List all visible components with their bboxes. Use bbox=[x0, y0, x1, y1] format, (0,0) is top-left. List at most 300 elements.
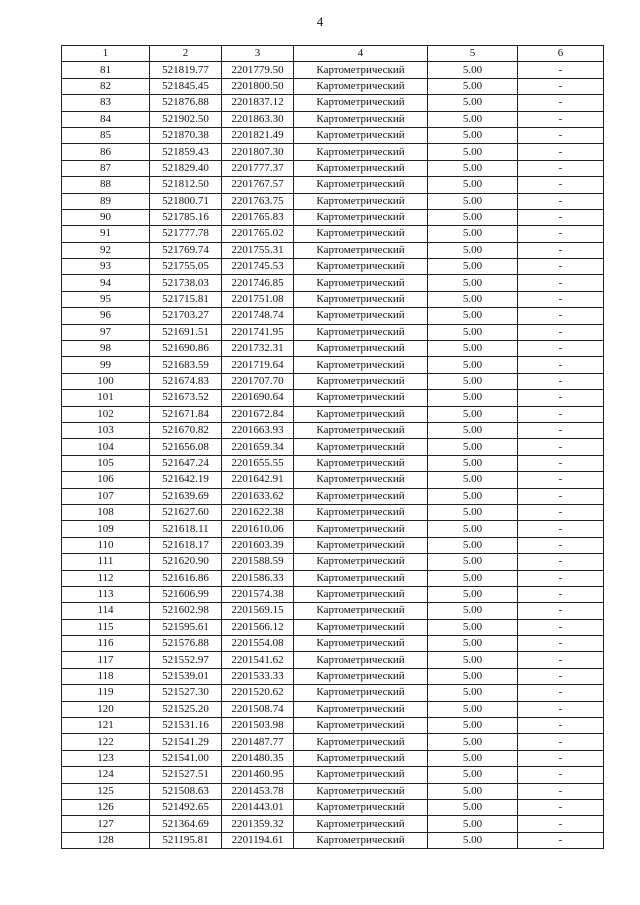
note-cell: - bbox=[518, 127, 604, 143]
note-cell: - bbox=[518, 324, 604, 340]
method-cell: Картометрический bbox=[294, 324, 428, 340]
table-row bbox=[62, 390, 604, 406]
note-cell: - bbox=[518, 193, 604, 209]
table-row bbox=[62, 127, 604, 143]
x-coordinate-cell: 521647.24 bbox=[150, 455, 222, 471]
x-coordinate-cell: 521683.59 bbox=[150, 357, 222, 373]
accuracy-cell: 5.00 bbox=[428, 160, 518, 176]
accuracy-cell: 5.00 bbox=[428, 226, 518, 242]
method-cell: Картометрический bbox=[294, 226, 428, 242]
point-number-cell: 119 bbox=[62, 685, 150, 701]
point-number-cell: 106 bbox=[62, 472, 150, 488]
note-cell: - bbox=[518, 701, 604, 717]
note-cell: - bbox=[518, 111, 604, 127]
method-cell: Картометрический bbox=[294, 95, 428, 111]
y-coordinate-cell: 2201586.33 bbox=[222, 570, 294, 586]
x-coordinate-cell: 521671.84 bbox=[150, 406, 222, 422]
point-number-cell: 82 bbox=[62, 78, 150, 94]
method-cell: Картометрический bbox=[294, 554, 428, 570]
y-coordinate-cell: 2201767.57 bbox=[222, 177, 294, 193]
point-number-cell: 120 bbox=[62, 701, 150, 717]
x-coordinate-cell: 521777.78 bbox=[150, 226, 222, 242]
accuracy-cell: 5.00 bbox=[428, 95, 518, 111]
x-coordinate-cell: 521845.45 bbox=[150, 78, 222, 94]
accuracy-cell: 5.00 bbox=[428, 127, 518, 143]
accuracy-cell: 5.00 bbox=[428, 570, 518, 586]
y-coordinate-cell: 2201574.38 bbox=[222, 586, 294, 602]
point-number-cell: 91 bbox=[62, 226, 150, 242]
table-row bbox=[62, 193, 604, 209]
coordinates-table bbox=[61, 45, 604, 849]
method-cell: Картометрический bbox=[294, 242, 428, 258]
table-row bbox=[62, 422, 604, 438]
accuracy-cell: 5.00 bbox=[428, 537, 518, 553]
y-coordinate-cell: 2201610.06 bbox=[222, 521, 294, 537]
x-coordinate-cell: 521870.38 bbox=[150, 127, 222, 143]
x-coordinate-cell: 521508.63 bbox=[150, 783, 222, 799]
y-coordinate-cell: 2201633.62 bbox=[222, 488, 294, 504]
method-cell: Картометрический bbox=[294, 701, 428, 717]
x-coordinate-cell: 521620.90 bbox=[150, 554, 222, 570]
table-row bbox=[62, 537, 604, 553]
method-cell: Картометрический bbox=[294, 193, 428, 209]
x-coordinate-cell: 521755.05 bbox=[150, 259, 222, 275]
x-coordinate-cell: 521606.99 bbox=[150, 586, 222, 602]
point-number-cell: 121 bbox=[62, 718, 150, 734]
table-row bbox=[62, 570, 604, 586]
note-cell: - bbox=[518, 177, 604, 193]
y-coordinate-cell: 2201751.08 bbox=[222, 291, 294, 307]
method-cell: Картометрический bbox=[294, 422, 428, 438]
note-cell: - bbox=[518, 78, 604, 94]
note-cell: - bbox=[518, 472, 604, 488]
point-number-cell: 99 bbox=[62, 357, 150, 373]
point-number-cell: 85 bbox=[62, 127, 150, 143]
accuracy-cell: 5.00 bbox=[428, 242, 518, 258]
table-row bbox=[62, 652, 604, 668]
method-cell: Картометрический bbox=[294, 127, 428, 143]
point-number-cell: 104 bbox=[62, 439, 150, 455]
note-cell: - bbox=[518, 275, 604, 291]
column-header: 5 bbox=[428, 46, 518, 62]
method-cell: Картометрический bbox=[294, 636, 428, 652]
y-coordinate-cell: 2201837.12 bbox=[222, 95, 294, 111]
x-coordinate-cell: 521618.11 bbox=[150, 521, 222, 537]
method-cell: Картометрический bbox=[294, 357, 428, 373]
note-cell: - bbox=[518, 62, 604, 78]
table-row bbox=[62, 718, 604, 734]
x-coordinate-cell: 521618.17 bbox=[150, 537, 222, 553]
point-number-cell: 112 bbox=[62, 570, 150, 586]
note-cell: - bbox=[518, 455, 604, 471]
accuracy-cell: 5.00 bbox=[428, 341, 518, 357]
y-coordinate-cell: 2201655.55 bbox=[222, 455, 294, 471]
note-cell: - bbox=[518, 439, 604, 455]
method-cell: Картометрический bbox=[294, 275, 428, 291]
y-coordinate-cell: 2201807.30 bbox=[222, 144, 294, 160]
note-cell: - bbox=[518, 734, 604, 750]
x-coordinate-cell: 521627.60 bbox=[150, 504, 222, 520]
y-coordinate-cell: 2201672.84 bbox=[222, 406, 294, 422]
y-coordinate-cell: 2201732.31 bbox=[222, 341, 294, 357]
note-cell: - bbox=[518, 95, 604, 111]
point-number-cell: 105 bbox=[62, 455, 150, 471]
x-coordinate-cell: 521690.86 bbox=[150, 341, 222, 357]
note-cell: - bbox=[518, 636, 604, 652]
note-cell: - bbox=[518, 767, 604, 783]
method-cell: Картометрический bbox=[294, 750, 428, 766]
x-coordinate-cell: 521602.98 bbox=[150, 603, 222, 619]
table-row bbox=[62, 750, 604, 766]
table-row bbox=[62, 160, 604, 176]
accuracy-cell: 5.00 bbox=[428, 62, 518, 78]
accuracy-cell: 5.00 bbox=[428, 259, 518, 275]
accuracy-cell: 5.00 bbox=[428, 668, 518, 684]
point-number-cell: 122 bbox=[62, 734, 150, 750]
table-row bbox=[62, 586, 604, 602]
method-cell: Картометрический bbox=[294, 603, 428, 619]
method-cell: Картометрический bbox=[294, 341, 428, 357]
x-coordinate-cell: 521715.81 bbox=[150, 291, 222, 307]
x-coordinate-cell: 521364.69 bbox=[150, 816, 222, 832]
x-coordinate-cell: 521642.19 bbox=[150, 472, 222, 488]
y-coordinate-cell: 2201554.08 bbox=[222, 636, 294, 652]
accuracy-cell: 5.00 bbox=[428, 193, 518, 209]
x-coordinate-cell: 521902.50 bbox=[150, 111, 222, 127]
table-row bbox=[62, 341, 604, 357]
point-number-cell: 95 bbox=[62, 291, 150, 307]
y-coordinate-cell: 2201622.38 bbox=[222, 504, 294, 520]
point-number-cell: 113 bbox=[62, 586, 150, 602]
x-coordinate-cell: 521800.71 bbox=[150, 193, 222, 209]
table-body bbox=[62, 62, 604, 849]
x-coordinate-cell: 521859.43 bbox=[150, 144, 222, 160]
x-coordinate-cell: 521812.50 bbox=[150, 177, 222, 193]
note-cell: - bbox=[518, 668, 604, 684]
table-row bbox=[62, 406, 604, 422]
x-coordinate-cell: 521552.97 bbox=[150, 652, 222, 668]
accuracy-cell: 5.00 bbox=[428, 718, 518, 734]
y-coordinate-cell: 2201755.31 bbox=[222, 242, 294, 258]
x-coordinate-cell: 521738.03 bbox=[150, 275, 222, 291]
table-row bbox=[62, 111, 604, 127]
method-cell: Картометрический bbox=[294, 586, 428, 602]
y-coordinate-cell: 2201763.75 bbox=[222, 193, 294, 209]
accuracy-cell: 5.00 bbox=[428, 521, 518, 537]
y-coordinate-cell: 2201863.30 bbox=[222, 111, 294, 127]
method-cell: Картометрический bbox=[294, 537, 428, 553]
x-coordinate-cell: 521541.00 bbox=[150, 750, 222, 766]
point-number-cell: 114 bbox=[62, 603, 150, 619]
table-row bbox=[62, 226, 604, 242]
y-coordinate-cell: 2201443.01 bbox=[222, 799, 294, 815]
point-number-cell: 108 bbox=[62, 504, 150, 520]
x-coordinate-cell: 521616.86 bbox=[150, 570, 222, 586]
y-coordinate-cell: 2201508.74 bbox=[222, 701, 294, 717]
point-number-cell: 84 bbox=[62, 111, 150, 127]
method-cell: Картометрический bbox=[294, 259, 428, 275]
point-number-cell: 128 bbox=[62, 832, 150, 848]
x-coordinate-cell: 521541.29 bbox=[150, 734, 222, 750]
y-coordinate-cell: 2201533.33 bbox=[222, 668, 294, 684]
table-row bbox=[62, 357, 604, 373]
point-number-cell: 109 bbox=[62, 521, 150, 537]
accuracy-cell: 5.00 bbox=[428, 472, 518, 488]
x-coordinate-cell: 521595.61 bbox=[150, 619, 222, 635]
method-cell: Картометрический bbox=[294, 685, 428, 701]
table-row bbox=[62, 504, 604, 520]
accuracy-cell: 5.00 bbox=[428, 799, 518, 815]
y-coordinate-cell: 2201541.62 bbox=[222, 652, 294, 668]
note-cell: - bbox=[518, 832, 604, 848]
y-coordinate-cell: 2201520.62 bbox=[222, 685, 294, 701]
accuracy-cell: 5.00 bbox=[428, 586, 518, 602]
point-number-cell: 102 bbox=[62, 406, 150, 422]
y-coordinate-cell: 2201663.93 bbox=[222, 422, 294, 438]
y-coordinate-cell: 2201566.12 bbox=[222, 619, 294, 635]
method-cell: Картометрический bbox=[294, 734, 428, 750]
accuracy-cell: 5.00 bbox=[428, 783, 518, 799]
method-cell: Картометрический bbox=[294, 177, 428, 193]
x-coordinate-cell: 521691.51 bbox=[150, 324, 222, 340]
point-number-cell: 115 bbox=[62, 619, 150, 635]
table-row bbox=[62, 455, 604, 471]
y-coordinate-cell: 2201777.37 bbox=[222, 160, 294, 176]
y-coordinate-cell: 2201359.32 bbox=[222, 816, 294, 832]
point-number-cell: 88 bbox=[62, 177, 150, 193]
point-number-cell: 90 bbox=[62, 209, 150, 225]
y-coordinate-cell: 2201707.70 bbox=[222, 373, 294, 389]
x-coordinate-cell: 521195.81 bbox=[150, 832, 222, 848]
x-coordinate-cell: 521525.20 bbox=[150, 701, 222, 717]
method-cell: Картометрический bbox=[294, 504, 428, 520]
method-cell: Картометрический bbox=[294, 570, 428, 586]
accuracy-cell: 5.00 bbox=[428, 685, 518, 701]
note-cell: - bbox=[518, 816, 604, 832]
note-cell: - bbox=[518, 570, 604, 586]
table-row bbox=[62, 472, 604, 488]
method-cell: Картометрический bbox=[294, 488, 428, 504]
table-row bbox=[62, 488, 604, 504]
method-cell: Картометрический bbox=[294, 521, 428, 537]
y-coordinate-cell: 2201659.34 bbox=[222, 439, 294, 455]
accuracy-cell: 5.00 bbox=[428, 554, 518, 570]
x-coordinate-cell: 521656.08 bbox=[150, 439, 222, 455]
table-row bbox=[62, 324, 604, 340]
note-cell: - bbox=[518, 783, 604, 799]
x-coordinate-cell: 521769.74 bbox=[150, 242, 222, 258]
method-cell: Картометрический bbox=[294, 111, 428, 127]
accuracy-cell: 5.00 bbox=[428, 603, 518, 619]
table-row bbox=[62, 685, 604, 701]
table-row bbox=[62, 78, 604, 94]
x-coordinate-cell: 521703.27 bbox=[150, 308, 222, 324]
y-coordinate-cell: 2201800.50 bbox=[222, 78, 294, 94]
table-row bbox=[62, 62, 604, 78]
table-row bbox=[62, 783, 604, 799]
method-cell: Картометрический bbox=[294, 373, 428, 389]
table-row bbox=[62, 144, 604, 160]
y-coordinate-cell: 2201588.59 bbox=[222, 554, 294, 570]
accuracy-cell: 5.00 bbox=[428, 422, 518, 438]
method-cell: Картометрический bbox=[294, 144, 428, 160]
note-cell: - bbox=[518, 373, 604, 389]
y-coordinate-cell: 2201765.83 bbox=[222, 209, 294, 225]
point-number-cell: 81 bbox=[62, 62, 150, 78]
accuracy-cell: 5.00 bbox=[428, 406, 518, 422]
y-coordinate-cell: 2201746.85 bbox=[222, 275, 294, 291]
accuracy-cell: 5.00 bbox=[428, 111, 518, 127]
x-coordinate-cell: 521527.30 bbox=[150, 685, 222, 701]
y-coordinate-cell: 2201569.15 bbox=[222, 603, 294, 619]
point-number-cell: 117 bbox=[62, 652, 150, 668]
accuracy-cell: 5.00 bbox=[428, 324, 518, 340]
x-coordinate-cell: 521829.40 bbox=[150, 160, 222, 176]
table-row bbox=[62, 799, 604, 815]
x-coordinate-cell: 521492.65 bbox=[150, 799, 222, 815]
table-row bbox=[62, 291, 604, 307]
method-cell: Картометрический bbox=[294, 832, 428, 848]
point-number-cell: 124 bbox=[62, 767, 150, 783]
note-cell: - bbox=[518, 652, 604, 668]
point-number-cell: 100 bbox=[62, 373, 150, 389]
table-row bbox=[62, 554, 604, 570]
method-cell: Картометрический bbox=[294, 816, 428, 832]
method-cell: Картометрический bbox=[294, 472, 428, 488]
accuracy-cell: 5.00 bbox=[428, 619, 518, 635]
accuracy-cell: 5.00 bbox=[428, 750, 518, 766]
accuracy-cell: 5.00 bbox=[428, 488, 518, 504]
accuracy-cell: 5.00 bbox=[428, 357, 518, 373]
table-row bbox=[62, 177, 604, 193]
method-cell: Картометрический bbox=[294, 209, 428, 225]
accuracy-cell: 5.00 bbox=[428, 144, 518, 160]
accuracy-cell: 5.00 bbox=[428, 652, 518, 668]
x-coordinate-cell: 521527.51 bbox=[150, 767, 222, 783]
note-cell: - bbox=[518, 406, 604, 422]
point-number-cell: 96 bbox=[62, 308, 150, 324]
y-coordinate-cell: 2201745.53 bbox=[222, 259, 294, 275]
note-cell: - bbox=[518, 537, 604, 553]
method-cell: Картометрический bbox=[294, 62, 428, 78]
table-row bbox=[62, 734, 604, 750]
y-coordinate-cell: 2201503.98 bbox=[222, 718, 294, 734]
method-cell: Картометрический bbox=[294, 455, 428, 471]
note-cell: - bbox=[518, 390, 604, 406]
method-cell: Картометрический bbox=[294, 308, 428, 324]
table-row bbox=[62, 439, 604, 455]
x-coordinate-cell: 521539.01 bbox=[150, 668, 222, 684]
accuracy-cell: 5.00 bbox=[428, 390, 518, 406]
method-cell: Картометрический bbox=[294, 78, 428, 94]
table-row bbox=[62, 816, 604, 832]
note-cell: - bbox=[518, 521, 604, 537]
point-number-cell: 127 bbox=[62, 816, 150, 832]
point-number-cell: 125 bbox=[62, 783, 150, 799]
note-cell: - bbox=[518, 603, 604, 619]
note-cell: - bbox=[518, 799, 604, 815]
y-coordinate-cell: 2201741.95 bbox=[222, 324, 294, 340]
accuracy-cell: 5.00 bbox=[428, 373, 518, 389]
table-row bbox=[62, 242, 604, 258]
x-coordinate-cell: 521670.82 bbox=[150, 422, 222, 438]
y-coordinate-cell: 2201765.02 bbox=[222, 226, 294, 242]
point-number-cell: 97 bbox=[62, 324, 150, 340]
note-cell: - bbox=[518, 160, 604, 176]
note-cell: - bbox=[518, 209, 604, 225]
table-header-row bbox=[62, 46, 604, 62]
table-row bbox=[62, 209, 604, 225]
accuracy-cell: 5.00 bbox=[428, 291, 518, 307]
note-cell: - bbox=[518, 718, 604, 734]
y-coordinate-cell: 2201779.50 bbox=[222, 62, 294, 78]
y-coordinate-cell: 2201487.77 bbox=[222, 734, 294, 750]
x-coordinate-cell: 521639.69 bbox=[150, 488, 222, 504]
note-cell: - bbox=[518, 291, 604, 307]
note-cell: - bbox=[518, 750, 604, 766]
point-number-cell: 103 bbox=[62, 422, 150, 438]
point-number-cell: 89 bbox=[62, 193, 150, 209]
point-number-cell: 94 bbox=[62, 275, 150, 291]
method-cell: Картометрический bbox=[294, 439, 428, 455]
accuracy-cell: 5.00 bbox=[428, 636, 518, 652]
column-header: 3 bbox=[222, 46, 294, 62]
table-row bbox=[62, 668, 604, 684]
table-row bbox=[62, 636, 604, 652]
y-coordinate-cell: 2201194.61 bbox=[222, 832, 294, 848]
point-number-cell: 110 bbox=[62, 537, 150, 553]
note-cell: - bbox=[518, 144, 604, 160]
note-cell: - bbox=[518, 242, 604, 258]
accuracy-cell: 5.00 bbox=[428, 832, 518, 848]
y-coordinate-cell: 2201460.95 bbox=[222, 767, 294, 783]
x-coordinate-cell: 521876.88 bbox=[150, 95, 222, 111]
column-header: 2 bbox=[150, 46, 222, 62]
x-coordinate-cell: 521785.16 bbox=[150, 209, 222, 225]
y-coordinate-cell: 2201603.39 bbox=[222, 537, 294, 553]
column-header: 6 bbox=[518, 46, 604, 62]
y-coordinate-cell: 2201719.64 bbox=[222, 357, 294, 373]
accuracy-cell: 5.00 bbox=[428, 455, 518, 471]
y-coordinate-cell: 2201480.35 bbox=[222, 750, 294, 766]
y-coordinate-cell: 2201690.64 bbox=[222, 390, 294, 406]
note-cell: - bbox=[518, 504, 604, 520]
y-coordinate-cell: 2201748.74 bbox=[222, 308, 294, 324]
note-cell: - bbox=[518, 341, 604, 357]
method-cell: Картометрический bbox=[294, 390, 428, 406]
note-cell: - bbox=[518, 259, 604, 275]
point-number-cell: 83 bbox=[62, 95, 150, 111]
y-coordinate-cell: 2201642.91 bbox=[222, 472, 294, 488]
point-number-cell: 116 bbox=[62, 636, 150, 652]
table-row bbox=[62, 603, 604, 619]
note-cell: - bbox=[518, 308, 604, 324]
point-number-cell: 107 bbox=[62, 488, 150, 504]
accuracy-cell: 5.00 bbox=[428, 439, 518, 455]
note-cell: - bbox=[518, 422, 604, 438]
accuracy-cell: 5.00 bbox=[428, 275, 518, 291]
method-cell: Картометрический bbox=[294, 619, 428, 635]
x-coordinate-cell: 521673.52 bbox=[150, 390, 222, 406]
note-cell: - bbox=[518, 488, 604, 504]
point-number-cell: 126 bbox=[62, 799, 150, 815]
note-cell: - bbox=[518, 685, 604, 701]
column-header: 4 bbox=[294, 46, 428, 62]
note-cell: - bbox=[518, 226, 604, 242]
point-number-cell: 98 bbox=[62, 341, 150, 357]
y-coordinate-cell: 2201821.49 bbox=[222, 127, 294, 143]
point-number-cell: 87 bbox=[62, 160, 150, 176]
